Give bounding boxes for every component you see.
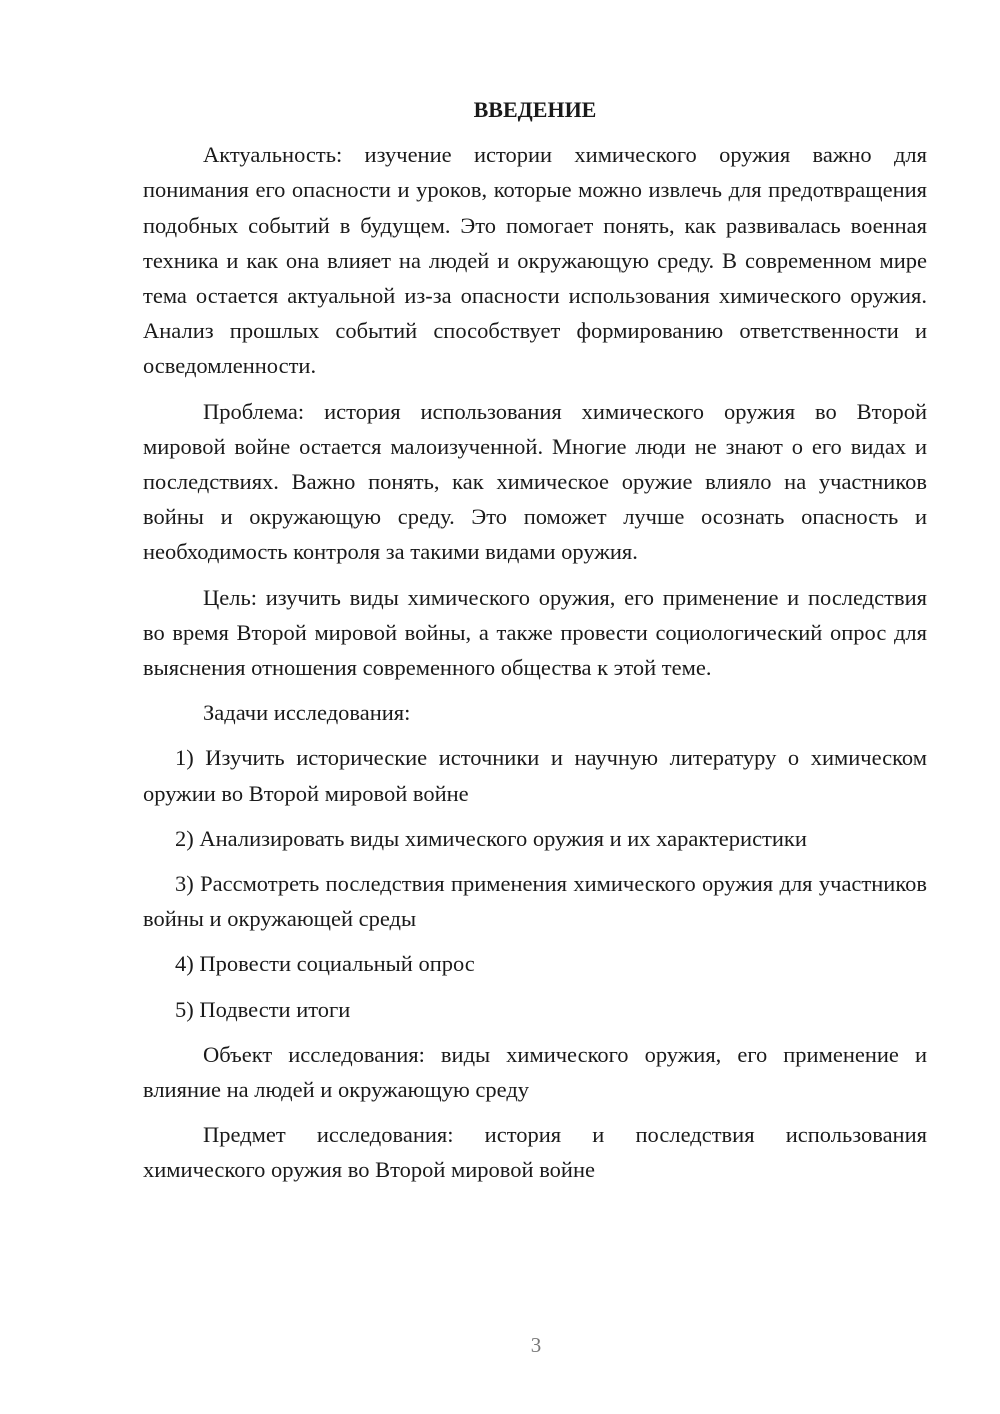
- task-item-2: 2) Анализировать виды химического оружия и их характеристики: [175, 825, 807, 851]
- paragraph-goal: Цель: изучить виды химического оружия, его применение и последствия во время Второй мировой войны, а также провести социологический опрос для выяснения отношения современного общества к этой теме.: [143, 584, 927, 681]
- task-item-4: 4) Провести социальный опрос: [175, 951, 475, 977]
- task-item-5: 5) Подвести итоги: [175, 996, 351, 1022]
- paragraph-subject: Предмет исследования: история и последствия использования химического оружия во Второй мировой войне: [143, 1122, 927, 1183]
- task-item-1: 1) Изучить исторические источники и научную литературу о химическом оружии во Второй мировой войне: [143, 745, 927, 806]
- page-number: 3: [530, 1333, 542, 1357]
- section-title: ВВЕДЕНИЕ: [473, 97, 597, 122]
- paragraph-object: Объект исследования: виды химического оружия, его применение и влияние на людей и окружающую среду: [143, 1041, 927, 1103]
- paragraph-relevance: Актуальность: изучение истории химического оружия важно для понимания его опасности и уроков, которые можно извлечь для предотвращения подобных событий в будущем. Это помогает понять, как развивалась военная техника и как она влияет на людей и окружающую среду. В современном мире тема остается актуальной из-за опасности использования химического оружия. Анализ прошлых событий способствует формированию ответственности и осведомленности.: [143, 142, 927, 379]
- document-body: [143, 92, 927, 1198]
- task-item-3: 3) Рассмотреть последствия применения химического оружия для участников войны и окружающей среды: [143, 871, 927, 932]
- tasks-heading: Задачи исследования:: [203, 700, 411, 726]
- paragraph-problem: Проблема: история использования химического оружия во Второй мировой войне остается малоизученной. Многие люди не знают о его видах и последствиях. Важно понять, как химическое оружие влияло на участников войны и окружающую среду. Это поможет лучше осознать опасность и необходимость контроля за такими видами оружия.: [143, 398, 927, 565]
